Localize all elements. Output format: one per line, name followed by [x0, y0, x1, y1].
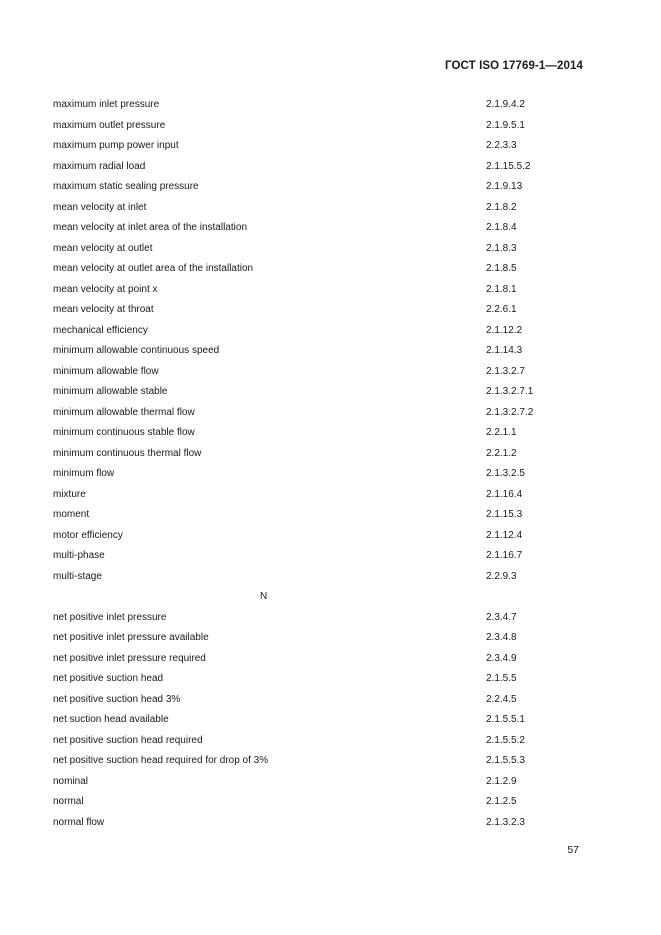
index-reference: 2.1.15.3	[486, 509, 523, 520]
index-entry	[53, 221, 563, 242]
index-reference: 2.1.16.7	[486, 550, 523, 561]
index-term: mean velocity at throat	[53, 304, 154, 315]
index-term: mixture	[53, 488, 86, 500]
index-entry	[53, 139, 563, 160]
index-reference: 2.1.8.2	[486, 201, 517, 213]
index-entry	[53, 570, 563, 591]
index-term: maximum pump power input	[53, 140, 179, 151]
index-term: nominal	[53, 775, 89, 787]
index-entry	[53, 180, 563, 201]
index-entry	[53, 652, 563, 673]
index-reference: 2.1.8.5	[486, 263, 517, 274]
index-term: maximum inlet pressure	[53, 99, 160, 110]
index-term: net positive inlet pressure	[53, 611, 167, 623]
index-entry	[53, 549, 563, 570]
index-term: mean velocity at inlet	[53, 201, 147, 213]
index-term: net positive suction head required for drop of 3%	[53, 755, 269, 766]
index-entry	[53, 795, 563, 816]
index-term: mean velocity at point x	[53, 283, 158, 295]
index-entry	[53, 672, 563, 693]
index-reference: 2.1.12.4	[486, 529, 523, 541]
index-reference: 2.1.2.9	[486, 775, 517, 787]
index-entry	[53, 98, 563, 119]
index-entry	[53, 693, 563, 714]
index-reference: 2.3.4.8	[486, 632, 517, 643]
index-reference: 2.1.2.5	[486, 796, 517, 807]
index-entry	[53, 324, 563, 345]
index-reference: 2.1.9.5.1	[486, 119, 525, 131]
index-reference: 2.2.4.5	[486, 693, 517, 705]
document-id-header: ГОСТ ISO 17769-1—2014	[445, 60, 583, 72]
index-entry	[53, 447, 563, 468]
index-term: net positive suction head required	[53, 734, 203, 746]
index-term: net positive suction head 3%	[53, 693, 181, 705]
index-reference: 2.1.3.2.7.1	[486, 386, 534, 397]
index-reference: 2.1.5.5	[486, 673, 517, 684]
index-term: mean velocity at outlet area of the installation	[53, 263, 254, 274]
index-term: maximum outlet pressure	[53, 119, 166, 131]
index-entry	[53, 242, 563, 263]
index-entry	[53, 262, 563, 283]
index-entry	[53, 754, 563, 775]
index-entry	[53, 529, 563, 550]
index-term: net positive suction head	[53, 673, 164, 684]
index-entry	[53, 734, 563, 755]
index-entry	[53, 201, 563, 222]
index-term: mean velocity at inlet area of the installation	[53, 222, 247, 233]
index-entry	[53, 406, 563, 427]
index-term: minimum continuous thermal flow	[53, 447, 202, 459]
index-term: normal	[53, 796, 84, 807]
index-term: mean velocity at outlet	[53, 242, 153, 254]
index-entry	[53, 713, 563, 734]
index-term: minimum continuous stable flow	[53, 427, 195, 438]
index-reference: 2.1.15.5.2	[486, 160, 531, 172]
index-entry	[53, 775, 563, 796]
index-reference: 2.1.8.4	[486, 222, 517, 233]
index-term: normal flow	[53, 816, 105, 828]
index-entry	[53, 611, 563, 632]
index-term: minimum flow	[53, 468, 115, 479]
index-reference: 2.1.5.5.2	[486, 734, 525, 746]
index-term: moment	[53, 509, 90, 520]
index-term: maximum static sealing pressure	[53, 181, 199, 192]
index-entry	[53, 119, 563, 140]
index-reference: 2.1.3.2.5	[486, 468, 525, 479]
index-reference: 2.1.14.3	[486, 345, 523, 356]
index-reference: 2.1.9.13	[486, 181, 523, 192]
index-term: minimum allowable continuous speed	[53, 345, 220, 356]
index-entry	[53, 365, 563, 386]
index-term: mechanical efficiency	[53, 324, 148, 336]
index-reference: 2.2.6.1	[486, 304, 517, 315]
index-entry	[53, 426, 563, 447]
index-term: motor efficiency	[53, 529, 123, 541]
index-reference: 2.2.1.2	[486, 447, 517, 459]
page-number: 57	[567, 844, 579, 856]
index-entry	[53, 160, 563, 181]
index-term: minimum allowable stable	[53, 386, 168, 397]
index-term: multi-stage	[53, 570, 102, 582]
index-term: minimum allowable thermal flow	[53, 406, 195, 418]
index-reference: 2.1.9.4.2	[486, 99, 525, 110]
index-reference: 2.1.3.2.3	[486, 816, 525, 828]
index-entry	[53, 508, 563, 529]
section-letter-heading: N	[260, 591, 268, 602]
index-reference: 2.2.3.3	[486, 140, 517, 151]
index-reference: 2.2.1.1	[486, 427, 517, 438]
index-reference: 2.1.3.2.7.2	[486, 406, 534, 418]
index-entry	[53, 631, 563, 652]
index-entry	[53, 344, 563, 365]
index-term: minimum allowable flow	[53, 365, 159, 377]
index-term: multi-phase	[53, 550, 105, 561]
index-entry	[53, 816, 563, 837]
index-reference: 2.1.8.3	[486, 242, 517, 254]
index-entry	[53, 303, 563, 324]
index-entry	[53, 488, 563, 509]
index-term: net positive inlet pressure available	[53, 632, 209, 643]
index-reference: 2.1.5.5.3	[486, 755, 525, 766]
index-reference: 2.1.8.1	[486, 283, 517, 295]
index-term: maximum radial load	[53, 160, 146, 172]
index-reference: 2.3.4.9	[486, 652, 517, 664]
index-reference: 2.1.5.5.1	[486, 714, 525, 725]
index-reference: 2.2.9.3	[486, 570, 517, 582]
term-index-list	[53, 98, 563, 836]
index-reference: 2.1.3.2.7	[486, 365, 525, 377]
index-term: net suction head available	[53, 714, 169, 725]
index-entry	[53, 385, 563, 406]
index-reference: 2.1.12.2	[486, 324, 523, 336]
index-reference: 2.1.16.4	[486, 488, 523, 500]
index-term: net positive inlet pressure required	[53, 652, 206, 664]
section-letter-row	[53, 590, 563, 611]
index-entry	[53, 283, 563, 304]
index-entry	[53, 467, 563, 488]
index-reference: 2.3.4.7	[486, 611, 517, 623]
